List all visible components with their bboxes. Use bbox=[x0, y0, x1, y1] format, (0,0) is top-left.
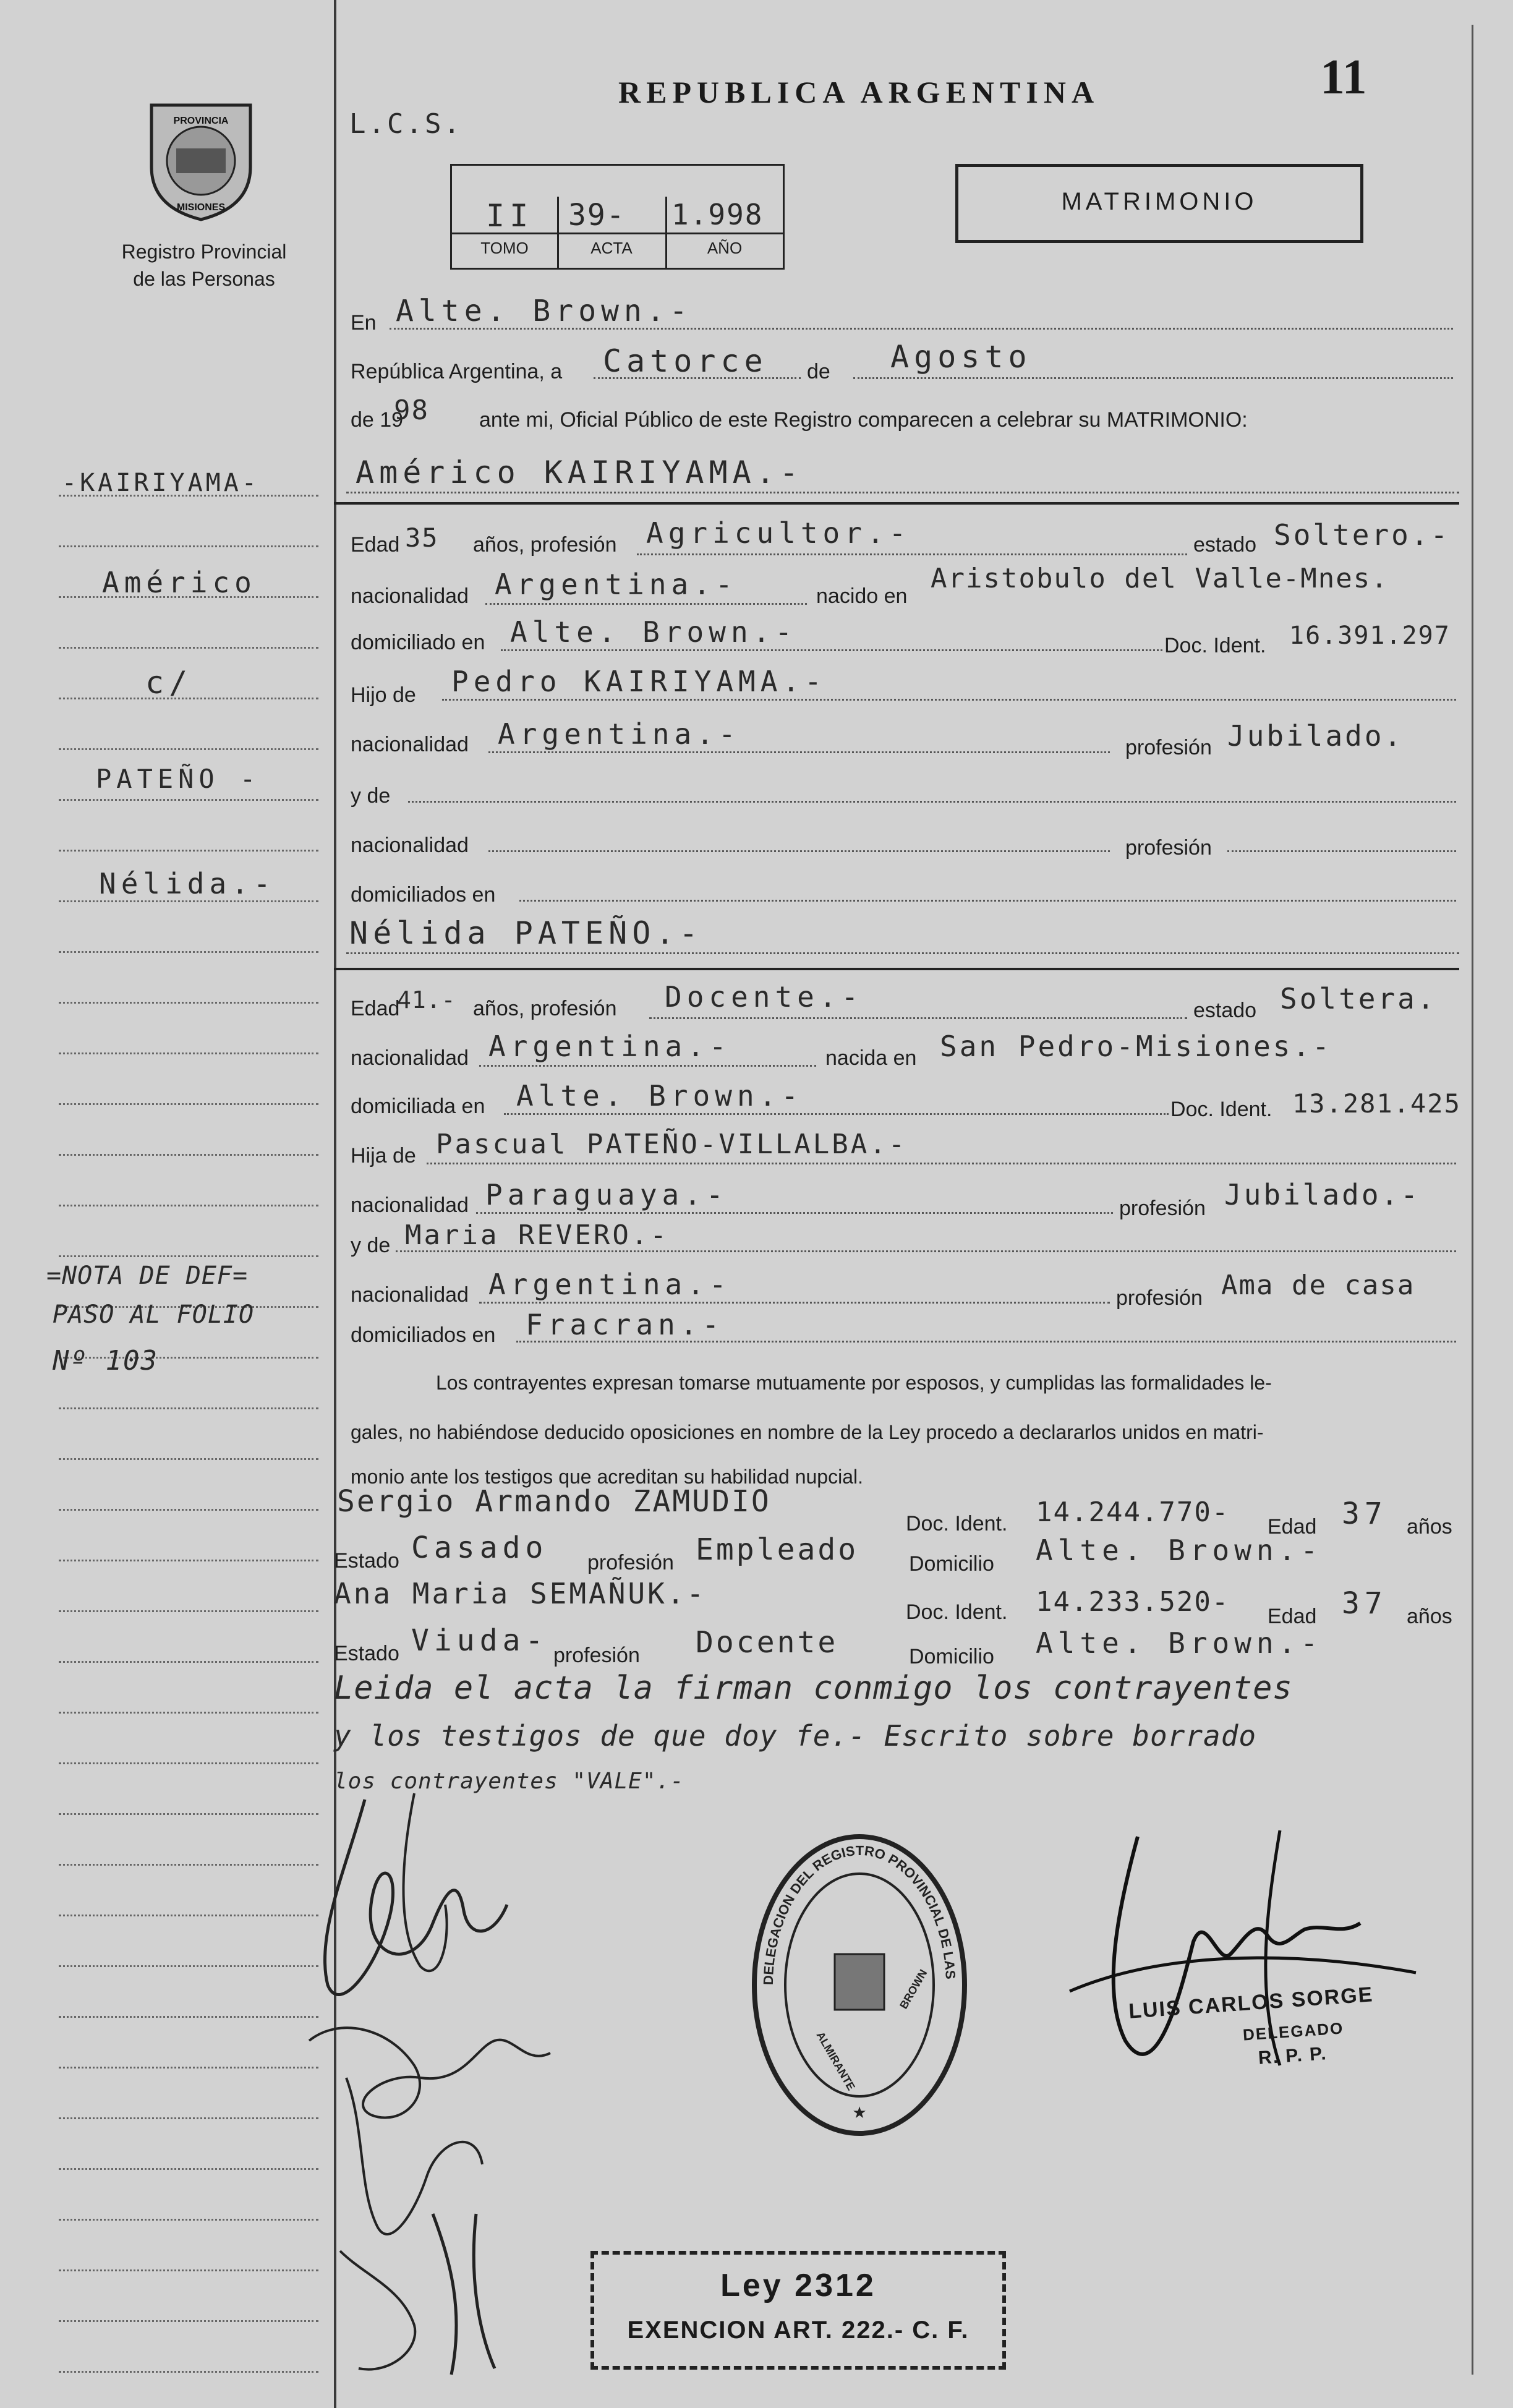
bride-mother-prof-label: profesión bbox=[1116, 1286, 1203, 1310]
bride-dom-value: Alte. Brown.- bbox=[516, 1079, 804, 1112]
ante-mi-text: ante mi, Oficial Público de este Registro comparecen a celebrar su MATRIMONIO: bbox=[479, 408, 1248, 432]
groom-mother-prof-label: profesión bbox=[1125, 836, 1212, 860]
bride-father-prof-label: profesión bbox=[1119, 1197, 1206, 1220]
margin-rule bbox=[59, 799, 318, 801]
de-year-label: de 19 bbox=[351, 408, 404, 432]
margin-rule bbox=[59, 2219, 318, 2221]
groom-hijo-label: Hijo de bbox=[351, 683, 416, 707]
groom-nac-value: Argentina.- bbox=[495, 568, 738, 601]
groom-father-prof-value: Jubilado. bbox=[1227, 719, 1404, 753]
anio-label: AÑO bbox=[707, 239, 743, 257]
official-office: R. P. P. bbox=[1257, 2043, 1328, 2069]
witness1-doc-value: 14.244.770- bbox=[1036, 1496, 1230, 1528]
margin-rule bbox=[59, 2016, 318, 2018]
margin-rule bbox=[59, 1712, 318, 1714]
witness2-estado-value: Viuda- bbox=[411, 1623, 548, 1658]
margin-rule bbox=[59, 1610, 318, 1612]
round-seal bbox=[748, 1830, 971, 2140]
margin-surname2: PATEÑO - bbox=[96, 764, 261, 794]
groom-profesion-value: Agricultor.- bbox=[646, 516, 911, 550]
bride-mother-value: Maria REVERO.- bbox=[405, 1219, 669, 1251]
seal-outer-text: DELEGACION DEL REGISTRO PROVINCIAL DE LAS bbox=[760, 1842, 958, 1986]
bride-father-nac-label: nacionalidad bbox=[351, 1193, 469, 1217]
bride-edad-label: Edad bbox=[351, 997, 400, 1020]
margin-rule bbox=[59, 1255, 318, 1257]
bride-edad-value: 41.- bbox=[397, 986, 456, 1014]
witness2-doc-value: 14.233.520- bbox=[1036, 1586, 1230, 1618]
bride-domiciliados-label: domiciliados en bbox=[351, 1323, 496, 1347]
page-number: 11 bbox=[1320, 50, 1367, 105]
margin-rule bbox=[59, 1002, 318, 1004]
seal-star-icon: ★ bbox=[852, 2103, 867, 2122]
official-title: DELEGADO bbox=[1242, 2018, 1345, 2044]
official-name: LUIS CARLOS SORGE bbox=[1128, 1983, 1374, 2023]
groom-nacido-value: Aristobulo del Valle-Mnes. bbox=[931, 563, 1389, 594]
bride-hija-label: Hija de bbox=[351, 1144, 416, 1168]
witness1-name: Sergio Armando ZAMUDIO bbox=[337, 1484, 771, 1519]
groom-divider bbox=[334, 502, 1459, 505]
groom-edad-value: 35 bbox=[405, 523, 439, 553]
bride-name: Nélida PATEÑO.- bbox=[349, 915, 703, 951]
margin-rule bbox=[59, 1509, 318, 1511]
witness2-anios-label: años bbox=[1407, 1605, 1452, 1628]
margin-rule bbox=[59, 2371, 318, 2373]
witness2-doc-label: Doc. Ident. bbox=[906, 1600, 1008, 1624]
bride-profesion-value: Docente.- bbox=[665, 980, 864, 1014]
margin-rule bbox=[59, 1560, 318, 1561]
margin-rule bbox=[59, 2168, 318, 2170]
margin-rule bbox=[59, 1407, 318, 1409]
bride-mother-nac-value: Argentina.- bbox=[488, 1268, 731, 1301]
right-border bbox=[1472, 25, 1473, 2375]
bride-nacida-value: San Pedro-Misiones.- bbox=[940, 1030, 1332, 1063]
bride-nac-label: nacionalidad bbox=[351, 1046, 469, 1070]
margin-rule bbox=[59, 1205, 318, 1206]
en-label: En bbox=[351, 311, 377, 335]
margin-note2: PASO AL FOLIO bbox=[53, 1300, 255, 1329]
country-title: REPUBLICA ARGENTINA bbox=[618, 75, 1100, 109]
margin-rule bbox=[59, 748, 318, 750]
margin-rule bbox=[59, 1458, 318, 1460]
groom-father-nac-value: Argentina.- bbox=[498, 717, 741, 751]
de-label: de bbox=[807, 360, 830, 383]
seal-inner-right: BROWN bbox=[897, 1967, 930, 2011]
witness1-doc-label: Doc. Ident. bbox=[906, 1512, 1008, 1535]
margin-rule bbox=[59, 850, 318, 852]
bride-estado-value: Soltera. bbox=[1280, 982, 1437, 1015]
bride-nacida-label: nacida en bbox=[825, 1046, 917, 1070]
en-value: Alte. Brown.- bbox=[396, 294, 693, 328]
margin-rule bbox=[59, 2320, 318, 2322]
bride-domiciliados-value: Fracran.- bbox=[526, 1308, 725, 1341]
groom-y-de-label: y de bbox=[351, 784, 391, 808]
official-signature bbox=[1033, 1806, 1453, 2115]
margin-rule bbox=[59, 1103, 318, 1105]
groom-estado-value: Soltero.- bbox=[1274, 518, 1451, 552]
groom-doc-value: 16.391.297 bbox=[1289, 621, 1451, 650]
margin-name2: Nélida.- bbox=[99, 867, 276, 900]
witness1-profesion-label: profesión bbox=[587, 1551, 674, 1574]
witness1-edad-label: Edad bbox=[1268, 1515, 1317, 1539]
law-line2: EXENCION ART. 222.- C. F. bbox=[627, 2316, 970, 2344]
registry-line2: de las Personas bbox=[133, 268, 275, 290]
margin-note1: =NOTA DE DEF= bbox=[46, 1262, 249, 1290]
declaration-line1: Los contrayentes expresan tomarse mutuamente por esposos, y cumplidas las formalidades le- bbox=[436, 1372, 1272, 1394]
seal-inner-left: ALMIRANTE bbox=[814, 2030, 858, 2093]
bride-estado-label: estado bbox=[1193, 999, 1257, 1022]
registry-line1: Registro Provincial bbox=[121, 241, 287, 263]
witness1-estado-value: Casado bbox=[411, 1531, 548, 1565]
margin-rule bbox=[59, 2117, 318, 2119]
groom-nacido-label: nacido en bbox=[816, 584, 908, 608]
declaration-line2: gales, no habiéndose deducido oposiciones en nombre de la Ley procedo a declararlos unidos en matri- bbox=[351, 1421, 1264, 1443]
witness1-edad-value: 37 bbox=[1342, 1496, 1387, 1531]
margin-rule bbox=[59, 951, 318, 953]
bride-father-value: Pascual PATEÑO-VILLALBA.- bbox=[436, 1129, 908, 1160]
registry-seal bbox=[139, 93, 263, 223]
margin-rule bbox=[59, 2269, 318, 2271]
seal-text-bottom: MISIONES bbox=[176, 202, 226, 213]
witness2-domicilio-value: Alte. Brown.- bbox=[1036, 1626, 1323, 1660]
groom-estado-label: estado bbox=[1193, 533, 1257, 557]
witness2-profesion-value: Docente bbox=[696, 1625, 838, 1660]
groom-father-prof-label: profesión bbox=[1125, 736, 1212, 759]
acta-value: 39- bbox=[568, 198, 626, 233]
witness1-domicilio-value: Alte. Brown.- bbox=[1036, 1534, 1323, 1567]
margin-note3: Nº 103 bbox=[53, 1345, 158, 1377]
bride-doc-label: Doc. Ident. bbox=[1170, 1098, 1272, 1121]
tomo-label: TOMO bbox=[480, 239, 529, 257]
anio-value: 1.998 bbox=[671, 198, 764, 231]
year-value: 98 bbox=[394, 395, 429, 426]
day-value: Catorce bbox=[603, 343, 768, 379]
registry-name bbox=[93, 238, 315, 292]
matrimonio-box bbox=[955, 164, 1363, 243]
bride-father-nac-value: Paraguaya.- bbox=[485, 1178, 728, 1211]
acta-label: ACTA bbox=[590, 239, 633, 257]
margin-surname1: -KAIRIYAMA- bbox=[62, 469, 260, 497]
margin-rule bbox=[59, 545, 318, 547]
witness1-domicilio-label: Domicilio bbox=[909, 1552, 994, 1576]
bride-dom-label: domiciliada en bbox=[351, 1095, 485, 1118]
witness1-profesion-value: Empleado bbox=[696, 1532, 859, 1567]
witness2-edad-value: 37 bbox=[1342, 1586, 1387, 1621]
margin-rule bbox=[59, 1661, 318, 1663]
witness2-domicilio-label: Domicilio bbox=[909, 1645, 994, 1668]
month-value: Agosto bbox=[890, 339, 1032, 375]
margin-rule bbox=[59, 1864, 318, 1866]
groom-doc-label: Doc. Ident. bbox=[1164, 634, 1266, 657]
witness1-estado-label: Estado bbox=[334, 1549, 399, 1573]
law-line1: Ley 2312 bbox=[720, 2268, 876, 2303]
doc-type: MATRIMONIO bbox=[1061, 188, 1258, 215]
bride-anios-profesion-label: años, profesión bbox=[473, 997, 617, 1020]
witness2-estado-label: Estado bbox=[334, 1642, 399, 1665]
signatures bbox=[291, 1781, 637, 2393]
margin-rule bbox=[59, 1965, 318, 1967]
margin-rule bbox=[59, 1154, 318, 1156]
groom-father-nac-label: nacionalidad bbox=[351, 733, 469, 756]
seal-text-top: PROVINCIA bbox=[173, 116, 229, 126]
groom-anios-profesion-label: años, profesión bbox=[473, 533, 617, 557]
groom-name: Américo KAIRIYAMA.- bbox=[356, 455, 803, 490]
margin-rule bbox=[59, 1762, 318, 1764]
bride-divider bbox=[334, 968, 1459, 970]
tomo-value: II bbox=[486, 198, 534, 234]
law-stamp bbox=[590, 2251, 1006, 2370]
tomo-acta-box bbox=[450, 164, 785, 270]
groom-father-value: Pedro KAIRIYAMA.- bbox=[451, 665, 827, 698]
margin-rule bbox=[59, 1813, 318, 1815]
groom-domiciliados-label: domiciliados en bbox=[351, 883, 496, 907]
bride-nac-value: Argentina.- bbox=[488, 1030, 731, 1063]
margin-conj: c/ bbox=[145, 665, 193, 701]
bride-mother-nac-label: nacionalidad bbox=[351, 1283, 469, 1307]
margin-rule bbox=[59, 2067, 318, 2069]
witness1-anios-label: años bbox=[1407, 1515, 1452, 1539]
declaration-line3: monio ante los testigos que acreditan su habilidad nupcial. bbox=[351, 1466, 863, 1488]
groom-nac-label: nacionalidad bbox=[351, 584, 469, 608]
groom-edad-label: Edad bbox=[351, 533, 400, 557]
bride-doc-value: 13.281.425 bbox=[1292, 1088, 1461, 1119]
closing-line3: los contrayentes "VALE".- bbox=[334, 1769, 684, 1794]
margin-rule bbox=[59, 900, 318, 902]
lcs-mark: L.C.S. bbox=[349, 108, 462, 140]
margin-rule bbox=[59, 1052, 318, 1054]
groom-dom-label: domiciliado en bbox=[351, 631, 485, 654]
closing-line2: y los testigos de que doy fe.- Escrito sobre borrado bbox=[334, 1719, 1257, 1753]
bride-father-prof-value: Jubilado.- bbox=[1224, 1178, 1420, 1211]
groom-mother-nac-label: nacionalidad bbox=[351, 834, 469, 857]
witness2-name: Ana Maria SEMAÑUK.- bbox=[334, 1577, 707, 1610]
margin-rule bbox=[59, 1915, 318, 1916]
margin-rule bbox=[59, 647, 318, 649]
groom-dom-value: Alte. Brown.- bbox=[510, 615, 798, 649]
margin-name1: Américo bbox=[102, 566, 257, 599]
bride-y-de-label: y de bbox=[351, 1234, 391, 1257]
witness2-profesion-label: profesión bbox=[553, 1644, 640, 1667]
witness2-edad-label: Edad bbox=[1268, 1605, 1317, 1628]
closing-line1: Leida el acta la firman conmigo los contrayentes bbox=[334, 1670, 1293, 1707]
bride-mother-prof-value: Ama de casa bbox=[1221, 1270, 1415, 1301]
republica-label: República Argentina, a bbox=[351, 360, 563, 383]
